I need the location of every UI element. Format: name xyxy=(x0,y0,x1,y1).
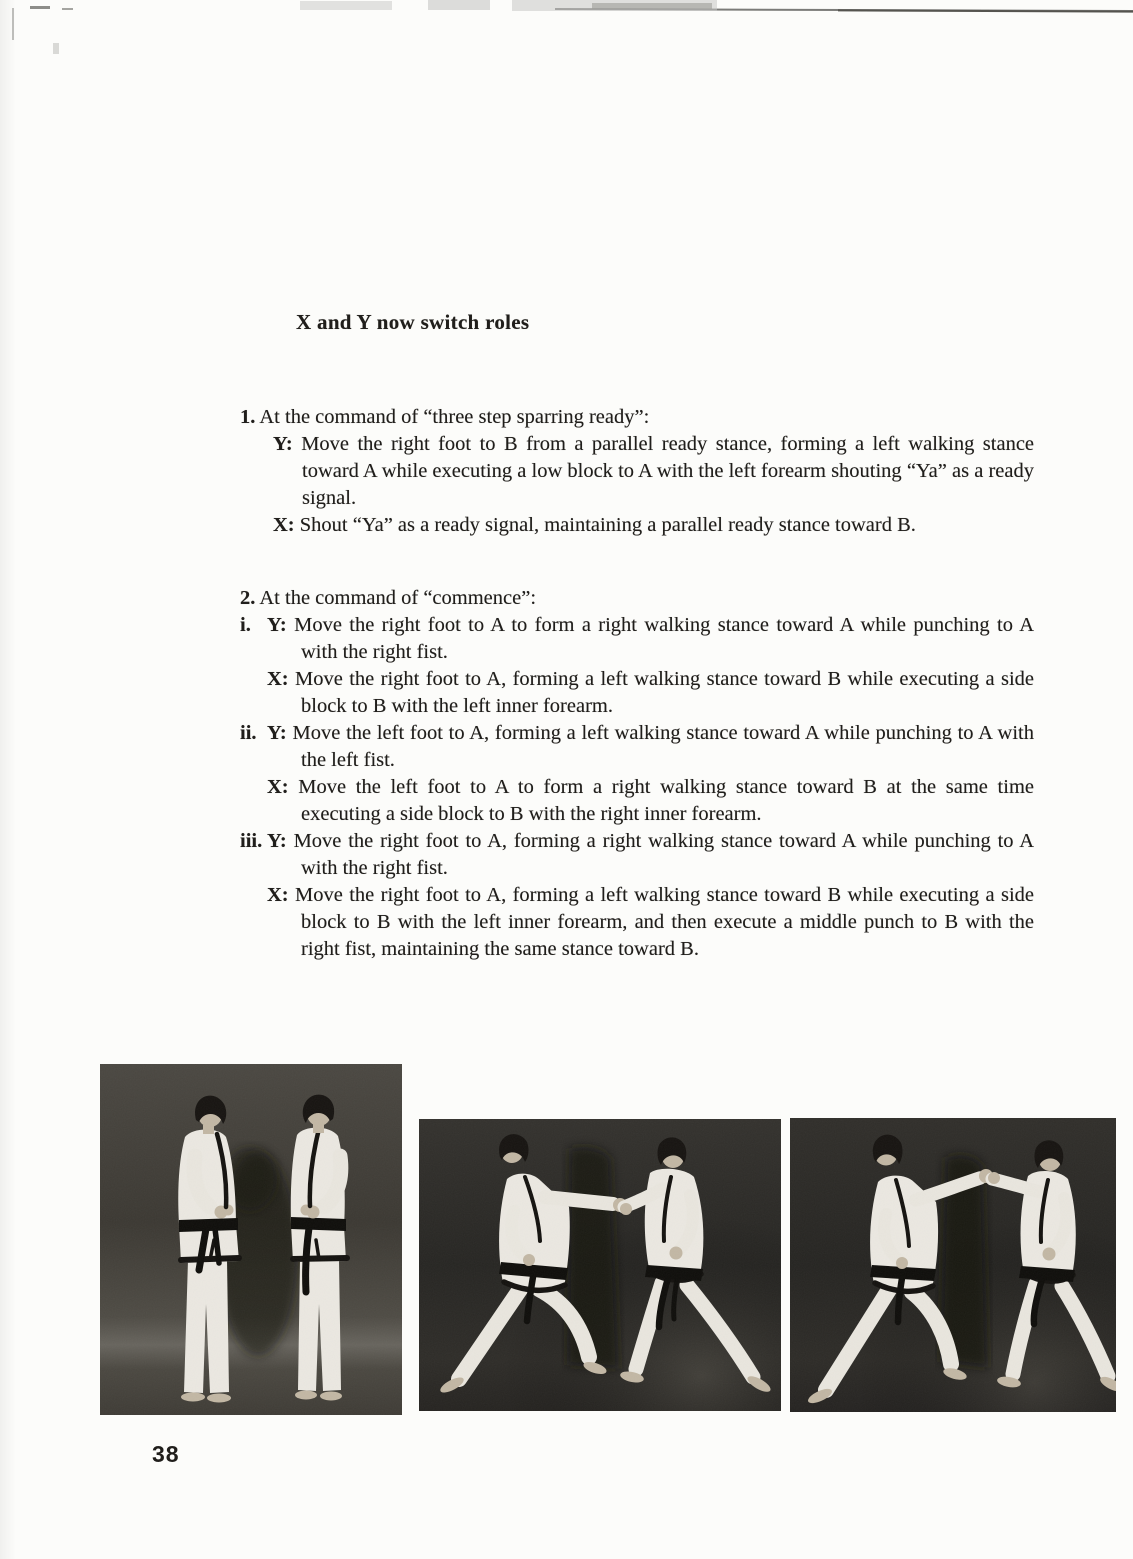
scan-artifact-left-line xyxy=(12,8,14,40)
step-row-i xyxy=(240,612,1034,720)
move-label: Y: xyxy=(267,614,287,636)
move-text: Move the right foot to A, forming a left walking stance toward B while executing a side block to B with the left inner forearm. xyxy=(295,668,1034,717)
photo-ready-stance-image xyxy=(100,1064,402,1415)
scan-artifact-smudge xyxy=(512,0,717,11)
step-moves xyxy=(267,612,1034,720)
item-intro-text: At the command of “commence”: xyxy=(259,587,537,609)
scan-artifact-smudge xyxy=(592,3,712,9)
move-row xyxy=(273,431,1034,512)
item-intro xyxy=(240,585,1034,612)
step-numeral: ii. xyxy=(240,722,257,744)
move-row xyxy=(267,666,1034,720)
photo-ready-stance xyxy=(100,1064,402,1415)
move-row xyxy=(267,828,1034,882)
move-list xyxy=(273,431,1034,539)
scan-artifact-top-line xyxy=(555,8,1133,12)
page-number: 38 xyxy=(152,1441,180,1467)
move-label: Y: xyxy=(267,722,287,744)
photo-punch-side-block-image xyxy=(419,1119,781,1411)
move-text: Move the right foot to A, forming a left walking stance toward B while executing a side block to B with the left inner forearm, and then execute a middle punch to B with the right fist, maintaining the same stance toward B. xyxy=(295,884,1034,960)
scan-artifact-smudge xyxy=(428,0,490,10)
instruction-item-2 xyxy=(240,585,1034,963)
item-number: 2. xyxy=(240,587,256,609)
item-number: 1. xyxy=(240,406,256,428)
move-text: Move the left foot to A to form a right walking stance toward B at the same time executing a side block to B with the right inner forearm. xyxy=(298,776,1034,825)
move-text: Move the left foot to A, forming a left walking stance toward A while punching to A with the left fist. xyxy=(292,722,1035,771)
scan-artifact-smudge xyxy=(300,1,392,10)
scan-artifact-dash xyxy=(30,6,50,9)
step-moves xyxy=(267,720,1034,828)
move-row xyxy=(267,612,1034,666)
step-numeral: i. xyxy=(240,614,251,636)
scan-artifact-dash xyxy=(62,8,73,10)
step-moves xyxy=(267,828,1034,963)
step-row-ii xyxy=(240,720,1034,828)
move-text: Move the right foot to A, forming a right walking stance toward A while punching to A with the right fist. xyxy=(293,830,1035,879)
move-label: X: xyxy=(267,668,289,690)
move-row xyxy=(267,720,1034,774)
instruction-item-1 xyxy=(240,404,1034,539)
step-row-iii xyxy=(240,828,1034,963)
move-label: Y: xyxy=(273,433,293,455)
item-intro-text: At the command of “three step sparring ready”: xyxy=(259,406,650,428)
move-text: Move the right foot to B from a parallel ready stance, forming a left walking stance toward A while executing a low block to A with the left forearm shouting “Ya” as a ready signal. xyxy=(301,433,1035,509)
move-label: X: xyxy=(267,884,289,906)
photo-punch-high-block xyxy=(790,1118,1116,1412)
move-text: Move the right foot to A to form a right walking stance toward A while punching to A with the right fist. xyxy=(294,614,1035,663)
move-label: X: xyxy=(273,514,295,536)
move-text: Shout “Ya” as a ready signal, maintaining a parallel ready stance toward B. xyxy=(299,514,916,536)
item-intro xyxy=(240,404,1034,431)
move-label: Y: xyxy=(267,830,287,852)
move-row xyxy=(267,774,1034,828)
move-row xyxy=(267,882,1034,963)
photo-punch-side-block xyxy=(419,1119,781,1411)
section-heading: X and Y now switch roles xyxy=(296,310,530,334)
photo-punch-high-block-image xyxy=(790,1118,1116,1412)
move-row xyxy=(273,512,1034,539)
move-label: X: xyxy=(267,776,289,798)
scan-artifact-mark xyxy=(53,43,59,54)
scan-artifact-top-line-dark xyxy=(838,9,1133,12)
step-numeral: iii. xyxy=(240,830,263,852)
